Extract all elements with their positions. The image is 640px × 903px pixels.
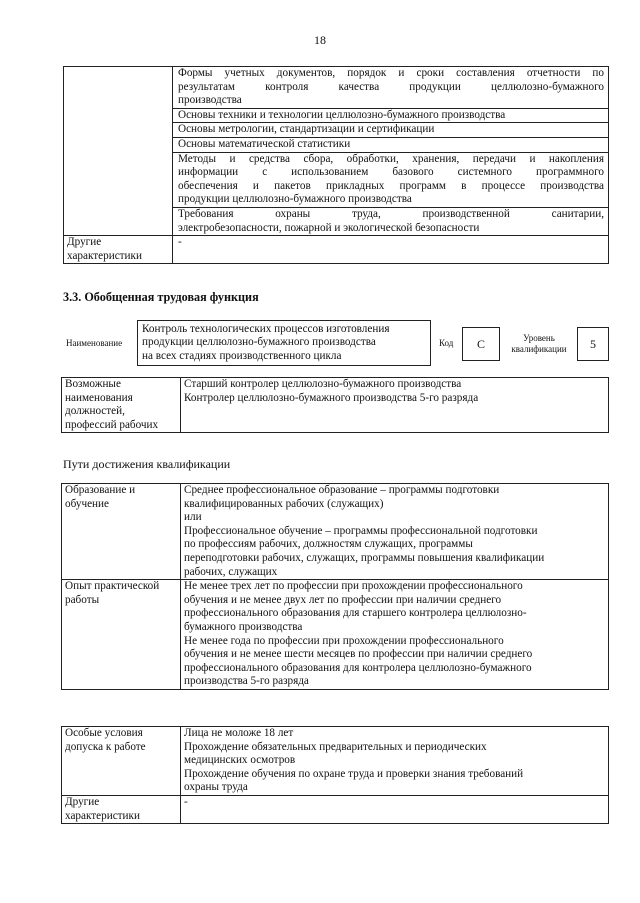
education-label: Образование и обучение bbox=[62, 484, 181, 580]
knowledge-item: Требования охраны труда, производственной санитарии, электробезопасности, пожарной и экологической безопасности bbox=[173, 207, 609, 235]
positions-table bbox=[61, 377, 609, 433]
level-label: Уровень квалификации bbox=[511, 333, 567, 354]
paths-title: Пути достижения квалификации bbox=[63, 457, 231, 471]
experience-label: Опыт практической работы bbox=[62, 580, 181, 690]
page-number: 18 bbox=[314, 33, 326, 47]
other-label: Другие характеристики bbox=[64, 236, 173, 264]
admission-value: Лица не моложе 18 лет Прохождение обязательных предварительных и периодических медицинских осмотров Прохождение обучения по охране труда и проверки знания требований охраны труда bbox=[181, 727, 609, 796]
admission-table bbox=[61, 726, 609, 824]
code-value-box: C bbox=[462, 327, 500, 361]
positions-values: Старший контролер целлюлозно-бумажного производства Контролер целлюлозно-бумажного производства 5-го разряда bbox=[181, 378, 609, 433]
empty-label-cell bbox=[64, 67, 173, 236]
knowledge-table bbox=[63, 66, 609, 264]
knowledge-item: Основы математической статистики bbox=[173, 137, 609, 152]
qualification-paths-table bbox=[61, 483, 609, 690]
function-name-box: Контроль технологических процессов изготовления продукции целлюлозно-бумажного производства на всех стадиях производственного цикла bbox=[137, 320, 431, 366]
knowledge-item: Основы техники и технологии целлюлозно-бумажного производства bbox=[173, 108, 609, 123]
knowledge-item: Формы учетных документов, порядок и сроки составления отчетности по результатам контроля качества продукции целлюлозно-бумажного производства bbox=[173, 67, 609, 109]
name-label: Наименование bbox=[66, 338, 123, 348]
section-title: 3.3. Обобщенная трудовая функция bbox=[63, 290, 259, 304]
admission-label: Особые условия допуска к работе bbox=[62, 727, 181, 796]
level-value-box: 5 bbox=[577, 327, 609, 361]
other-label-2: Другие характеристики bbox=[62, 795, 181, 823]
positions-label: Возможные наименования должностей, профессий рабочих bbox=[62, 378, 181, 433]
knowledge-item: Основы метрологии, стандартизации и сертификации bbox=[173, 123, 609, 138]
code-label: Код bbox=[439, 338, 454, 348]
other-value: - bbox=[173, 236, 609, 264]
education-value: Среднее профессиональное образование – программы подготовки квалифицированных рабочих (служащих) или Профессиональное обучение – программы профессиональной подготовки по профессиям рабочих, должностям служащих, программы переподготовки рабочих, служащих, программы повышения квалификации рабочих, служащих bbox=[181, 484, 609, 580]
experience-value: Не менее трех лет по профессии при прохождении профессионального обучения и не менее двух лет по профессии при наличии среднего профессионального образования для старшего контролера целлюлозно- бумажного производства Не менее года по профессии при прохождении профессионального обучения и не менее шести месяцев по профессии при наличии среднего профессионального образования для контролера целлюлозно-бумажного производства 5-го разряда bbox=[181, 580, 609, 690]
knowledge-item: Методы и средства сбора, обработки, хранения, передачи и накопления информации с использованием базового системного программного обеспечения и пакетов прикладных программ в процессе производства продукции целлюлозно-бумажного производства bbox=[173, 152, 609, 207]
other-value-2: - bbox=[181, 795, 609, 823]
